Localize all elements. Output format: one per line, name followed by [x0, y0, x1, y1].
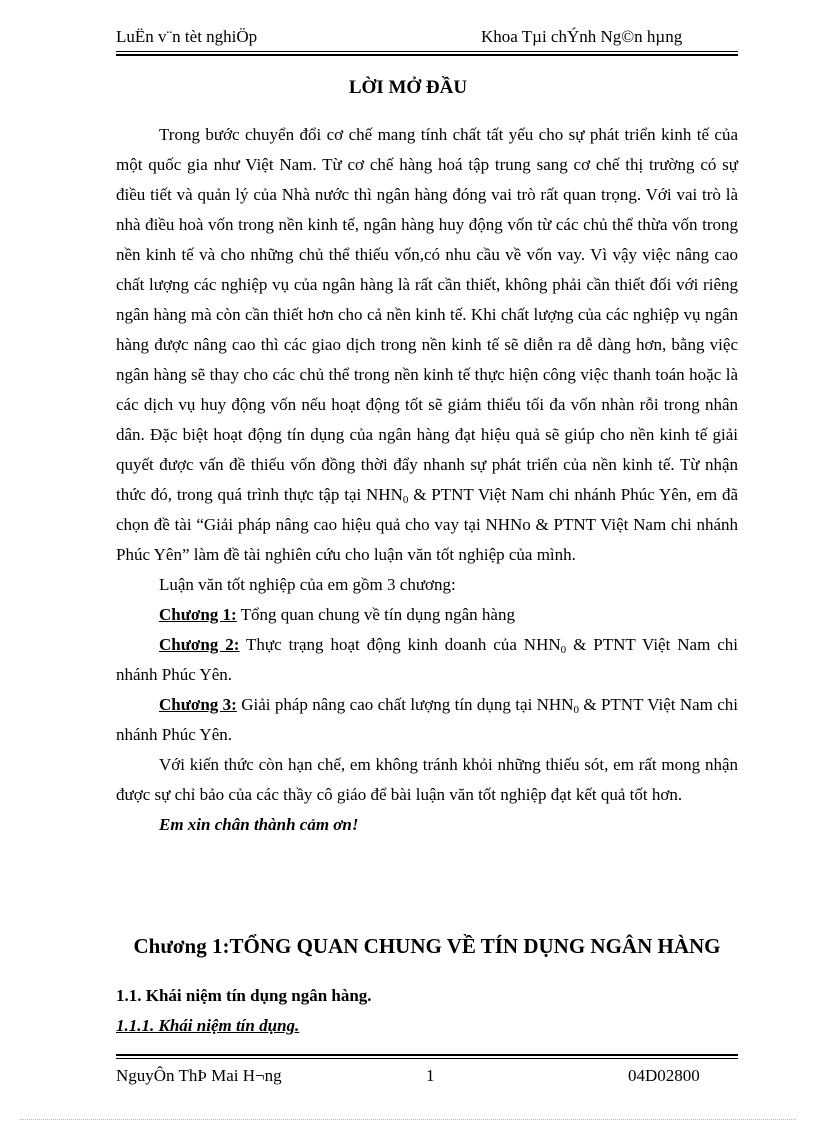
chapter-label: Chương 1: — [159, 605, 237, 624]
chapter-label: Chương 2: — [159, 635, 240, 654]
chapter-item — [116, 630, 738, 690]
chapter-text-2: & PTNT Việt Nam chi nhánh Phúc Yên. — [116, 635, 738, 684]
chapter-text: Thực trạng hoạt động kinh doanh của NHN — [239, 635, 561, 654]
thanks-line: Em xin chân thành cảm ơn! — [159, 815, 359, 834]
intro-paragraph — [116, 120, 738, 570]
intro-subscript: 0 — [402, 494, 409, 506]
header-divider — [116, 51, 738, 56]
document-body — [116, 120, 738, 840]
chapter-subscript: 0 — [560, 644, 567, 656]
footer-author: NguyÔn ThÞ Mai H¬ng — [116, 1066, 282, 1085]
chapter-subscript: 0 — [573, 704, 579, 716]
closing-paragraph: Với kiến thức còn hạn chế, em không tránh khỏi những thiếu sót, em rất mong nhận được sự chỉ bảo của các thầy cô giáo để bài luận văn tốt nghiệp đạt kết quả tốt hơn. — [116, 755, 738, 804]
intro-text-1: Trong bước chuyển đổi cơ chế mang tính chất tất yếu cho sự phát triển kinh tế của một quốc gia như Việt Nam. Từ cơ chế hàng hoá tập trung sang cơ chế thị trường có sự điều tiết và quản lý của Nhà nước thì ngân hàng đóng vai trò rất quan trọng. Với vai trò là nhà điều hoà vốn trong nền kinh tế, ngân hàng huy động vốn từ các chủ thể thừa vốn trong nền kinh tế và cho những chủ thể thiếu vốn,có nhu cầu về vốn vay. Vì vậy việc nâng cao chất lượng các nghiệp vụ của ngân hàng là rất cần thiết, không phải cần thiết đối với riêng ngân hàng mà còn cần thiết hơn cho cả nền kinh tế. Khi chất lượng của các nghiệp vụ ngân hàng được nâng cao thì các giao dịch trong nền kinh tế sẽ diễn ra dễ dàng hơn, bằng việc ngân hàng sẽ thay cho các chủ thể trong nền kinh tế thực hiện công việc thanh toán hoặc là các dịch vụ huy động vốn nếu hoạt động tốt sẽ giảm thiểu tối đa vốn nhàn rỗi trong nhân dân. Đặc biệt hoạt động tín dụng của ngân hàng đạt hiệu quả sẽ giúp cho nền kinh tế giải quyết được vấn đề thiếu vốn đồng thời đẩy nhanh sự phát triển của nền kinh tế. Từ nhận thức đó, trong quá trình thực tập tại NHN — [116, 125, 738, 504]
footer-divider — [116, 1054, 738, 1059]
chapter-item — [116, 690, 738, 750]
chapter-text: Tổng quan chung về tín dụng ngân hàng — [236, 605, 515, 624]
section-heading: 1.1. Khái niệm tín dụng ngân hàng. — [116, 986, 372, 1005]
subsection-heading: 1.1.1. Khái niệm tín dụng. — [116, 1016, 300, 1035]
chapters-intro: Luận văn tốt nghiệp của em gồm 3 chương: — [159, 575, 456, 594]
header-thesis-label: LuËn v¨n tèt nghiÖp — [116, 27, 258, 46]
chapter-heading: Chương 1:TỔNG QUAN CHUNG VỀ TÍN DỤNG NGÂN HÀNG — [133, 934, 721, 958]
chapter-item — [116, 600, 738, 630]
page-edge-line — [20, 1119, 796, 1120]
page-title: LỜI MỞ ĐẦU — [348, 77, 468, 98]
chapter-text-2: & PTNT Việt Nam chi nhánh Phúc Yên. — [116, 695, 739, 744]
chapter-text: Giải pháp nâng cao chất lượng tín dụng tại NHN — [236, 695, 574, 714]
footer-student-id: 04D02800 — [628, 1066, 700, 1085]
page-number: 1 — [426, 1066, 435, 1085]
chapter-label: Chương 3: — [159, 695, 237, 714]
header-faculty-label: Khoa Tµi chÝnh Ng©n hµng — [481, 27, 683, 46]
intro-text-2: & PTNT Việt Nam chi nhánh Phúc Yên, em đã chọn đề tài “Giải pháp nâng cao hiệu quả cho vay tại NHNo & PTNT Việt Nam chi nhánh Phúc Yên” làm đề tài nghiên cứu cho luận văn tốt nghiệp của mình. — [116, 485, 738, 564]
